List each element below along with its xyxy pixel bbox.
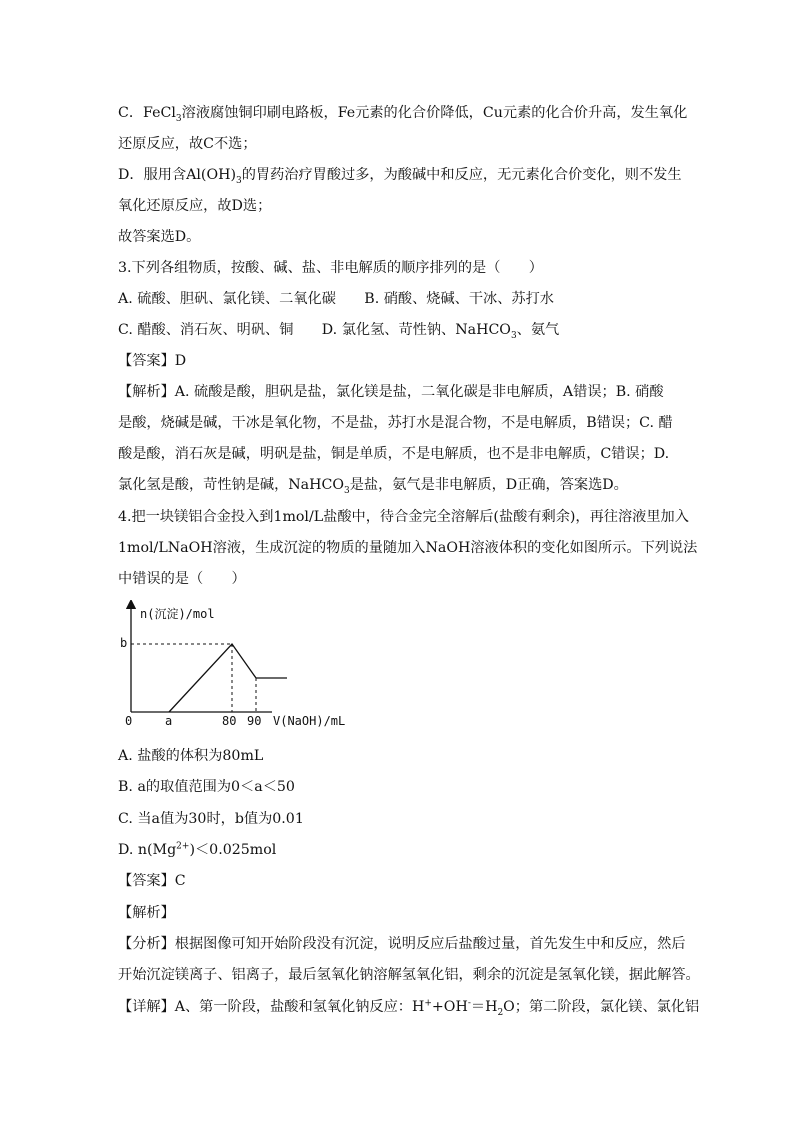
question-4: 4.把一块镁铝合金投入到1mol/L盐酸中，待合金完全溶解后(盐酸有剩余)，再往溶液里加入 (118, 509, 689, 525)
text-line: D．服用含$Al(OH)_3$的胃药治疗胃酸过多，为酸碱中和反应，无元素化合价变化，则不发生 (118, 167, 682, 186)
origin-label: 0 (125, 714, 133, 728)
analysis-line: 【分析】根据图像可知开始阶段没有沉淀，说明反应后盐酸过量，首先发生中和反应，然后 (118, 936, 686, 952)
explanation-line: 是酸，烧碱是碱，干冰是氧化物，不是盐，苏打水是混合物，不是电解质，B错误；C. 醋 (118, 415, 673, 431)
analysis-line: 开始沉淀镁离子、铝离子，最后氢氧化钠溶解氢氧化铝，剩余的沉淀是氢氧化镁，据此解答。 (118, 967, 700, 983)
x-tick-label-a: a (165, 714, 173, 728)
text-line: 故答案选D。 (118, 229, 201, 245)
explanation-line: 【解析】A. 硫酸是酸，胆矾是盐，氯化镁是盐，二氧化碳是非电解质，A错误；B. 硝酸 (118, 384, 664, 400)
explanation-line: 酸是酸，消石灰是碱，明矾是盐，铜是单质，不是电解质，也不是非电解质，C错误；D. (118, 446, 670, 462)
text-line: C．FeCl$_3$溶液腐蚀铜印刷电路板，Fe元素的化合价降低，Cu元素的化合价升高，发生氧化 (118, 105, 688, 124)
y-axis-label: n(沉淀)/mol (140, 607, 215, 621)
option-d: D. $n(Mg^{2+})<0.025mol$ (118, 841, 277, 858)
x-tick-label-90: 90 (247, 714, 262, 728)
detail-line: 【详解】A、第一阶段，盐酸和氢氧化钠反应：$H^++OH^-=H_2O$；第二阶段，氯化镁、氯化铝 (118, 998, 700, 1018)
question-4: 中错误的是（ ） (118, 571, 246, 587)
x-axis-label: V(NaOH)/mL (273, 714, 346, 728)
precipitate-chart (118, 600, 378, 732)
precipitate-line (169, 644, 287, 712)
text-line: 还原反应，故C不选； (118, 136, 257, 152)
x-tick-label-80: 80 (222, 714, 237, 728)
question-4: 1mol/LNaOH溶液，生成沉淀的物质的量随加入NaOH溶液体积的变化如图所示。下列说法 (118, 540, 698, 556)
y-tick-label-b: b (120, 636, 128, 650)
option-line: C. 醋酸、消石灰、明矾、铜 D. 氯化氢、苛性钠、NaHCO$_3$、氨气 (118, 322, 560, 341)
option-c: C. 当a值为30时，b值为0.01 (118, 811, 304, 827)
analysis-label: 【解析】 (118, 905, 175, 921)
question-3: 3.下列各组物质，按酸、碱、盐、非电解质的顺序排列的是（ ） (118, 260, 543, 276)
explanation-line: 氯化氢是酸，苛性钠是碱，NaHCO$_3$是盐，氨气是非电解质，D正确，答案选D。 (118, 477, 628, 496)
option-a: A. 盐酸的体积为80mL (118, 748, 264, 764)
option-line: A. 硫酸、胆矾、氯化镁、二氧化碳 B. 硝酸、烧碱、干冰、苏打水 (118, 291, 554, 307)
answer-label: 【答案】C (118, 873, 186, 889)
text-line: 氧化还原反应，故D选； (118, 198, 272, 214)
option-b: B. a的取值范围为0＜a＜50 (118, 779, 295, 795)
answer-label: 【答案】D (118, 353, 187, 369)
